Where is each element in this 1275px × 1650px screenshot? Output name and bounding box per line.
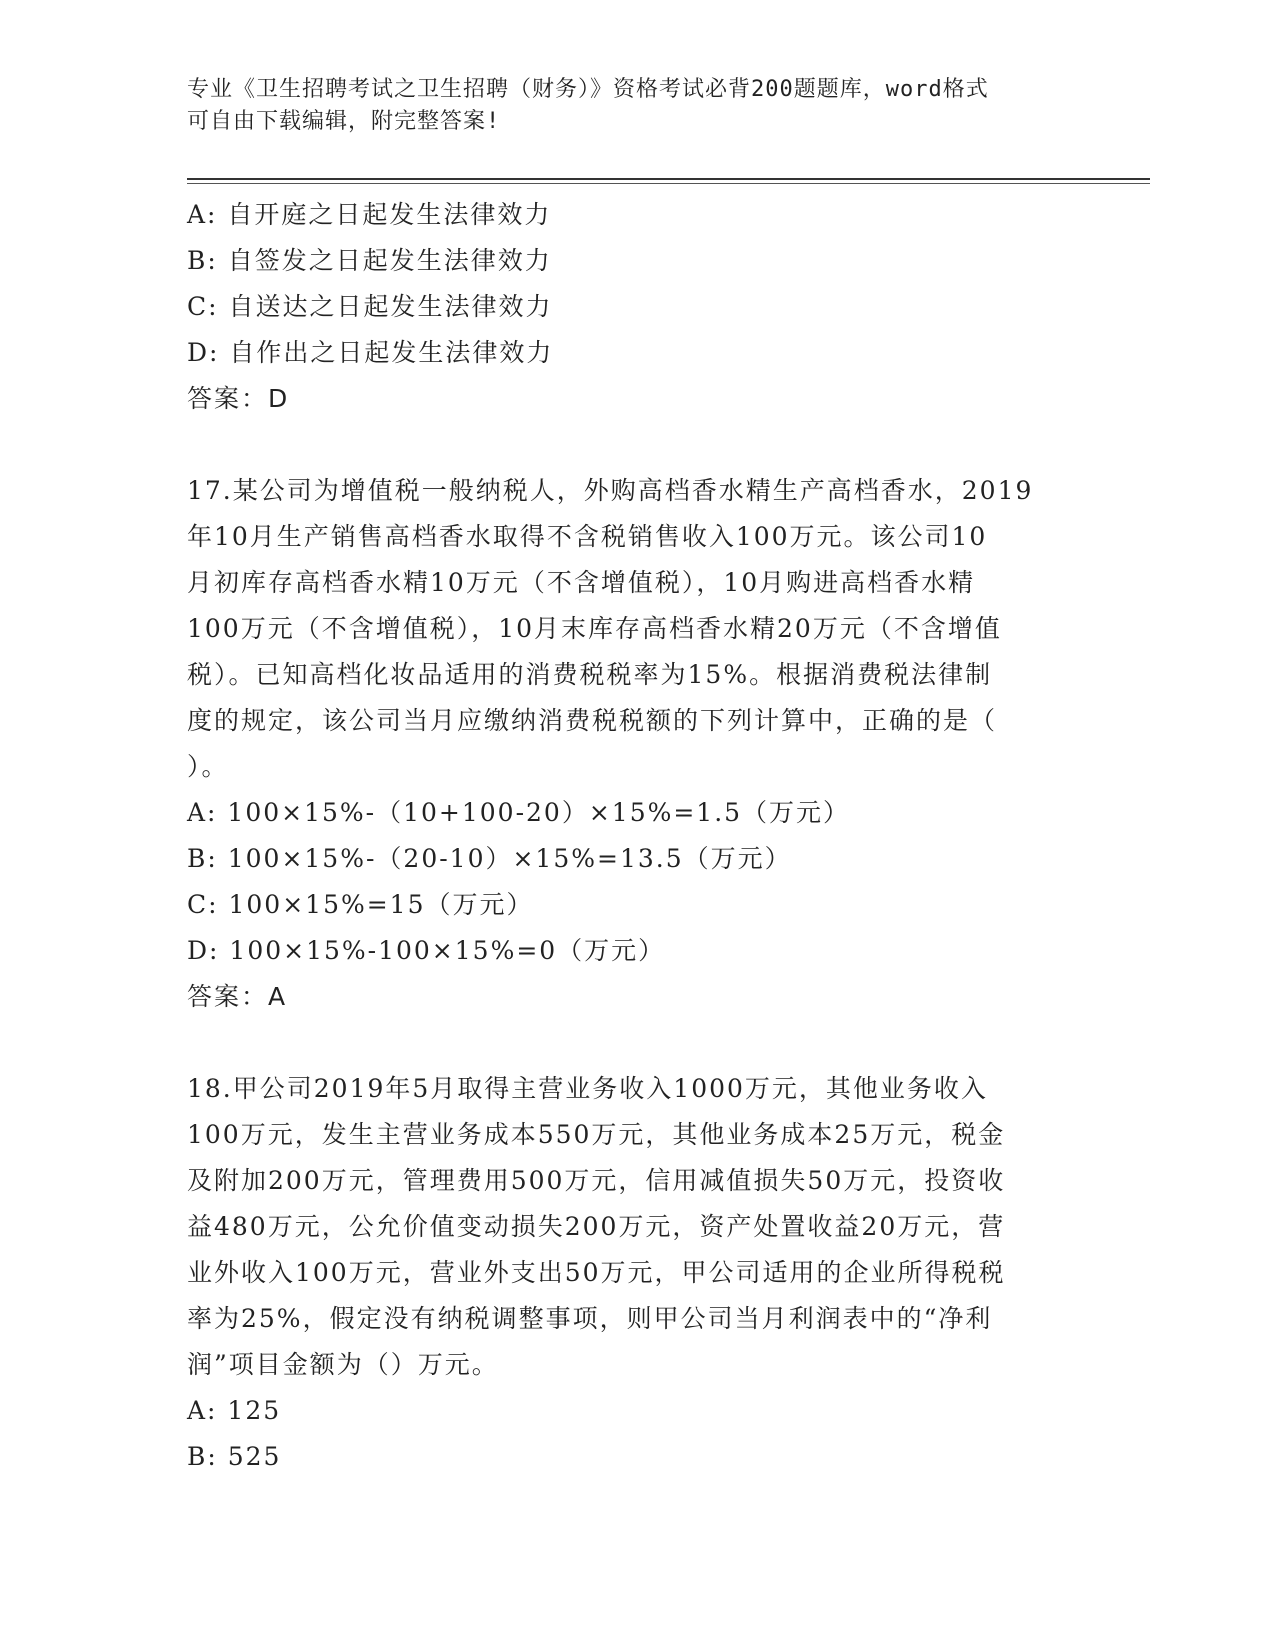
question-18-text-line: 100万元，发生主营业务成本550万元，其他业务成本25万元，税金 (187, 1120, 1006, 1149)
header-divider-thin (187, 183, 1150, 184)
question-16-answer: 答案：D (187, 384, 290, 413)
question-17-text-line: 100万元（不含增值税），10月末库存高档香水精20万元（不含增值 (187, 614, 1002, 643)
header-divider-thick (187, 178, 1150, 180)
option-b: B: 自签发之日起发生法律效力 (187, 246, 552, 275)
question-18-text-line: 业外收入100万元，营业外支出50万元，甲公司适用的企业所得税税 (187, 1258, 1006, 1287)
question-17-text-line: 月初库存高档香水精10万元（不含增值税），10月购进高档香水精 (187, 568, 976, 597)
option-c: C: 自送达之日起发生法律效力 (187, 292, 553, 321)
question-content (187, 192, 1077, 1480)
question-18-text-line: 及附加200万元，管理费用500万元，信用减值损失50万元，投资收 (187, 1166, 1006, 1195)
option-a: A: 自开庭之日起发生法律效力 (187, 200, 552, 229)
option-b: B: 525 (187, 1442, 282, 1471)
question-18-text-line: 润”项目金额为（）万元。 (187, 1350, 499, 1379)
question-17-text-line: 税）。已知高档化妆品适用的消费税税率为15%。根据消费税法律制 (187, 660, 993, 689)
option-c: C: 100×15%=15（万元） (187, 890, 534, 919)
question-18-text-line: 18.甲公司2019年5月取得主营业务收入1000万元，其他业务收入 (187, 1074, 988, 1103)
question-18-text-line: 率为25%，假定没有纳税调整事项，则甲公司当月利润表中的“净利 (187, 1304, 993, 1333)
document-header (187, 74, 1067, 138)
header-title-line-1: 专业《卫生招聘考试之卫生招聘（财务）》资格考试必背200题题库，word格式 (187, 77, 989, 102)
question-17-answer: 答案：A (187, 982, 288, 1011)
option-a: A: 100×15%-（10+100-20）×15%=1.5（万元） (187, 798, 851, 827)
question-17-text-line: 年10月生产销售高档香水取得不含税销售收入100万元。该公司10 (187, 522, 988, 551)
question-17 (187, 468, 1077, 974)
question-18-text-line: 益480万元，公允价值变动损失200万元，资产处置收益20万元，营 (187, 1212, 1006, 1241)
question-16-options (187, 192, 1077, 376)
question-17-text-line: 度的规定，该公司当月应缴纳消费税税额的下列计算中，正确的是（ (187, 706, 998, 735)
header-title-line-2: 可自由下载编辑，附完整答案! (187, 109, 501, 134)
option-d: D: 100×15%-100×15%=0（万元） (187, 936, 666, 965)
option-a: A: 125 (187, 1396, 282, 1425)
question-18 (187, 1066, 1077, 1480)
spacer (187, 422, 1077, 468)
question-17-text-line: 17.某公司为增值税一般纳税人，外购高档香水精生产高档香水，2019 (187, 476, 1034, 505)
option-d: D: 自作出之日起发生法律效力 (187, 338, 554, 367)
spacer (187, 1020, 1077, 1066)
option-b: B: 100×15%-（20-10）×15%=13.5（万元） (187, 844, 792, 873)
question-17-text-line: ）。 (187, 752, 229, 781)
